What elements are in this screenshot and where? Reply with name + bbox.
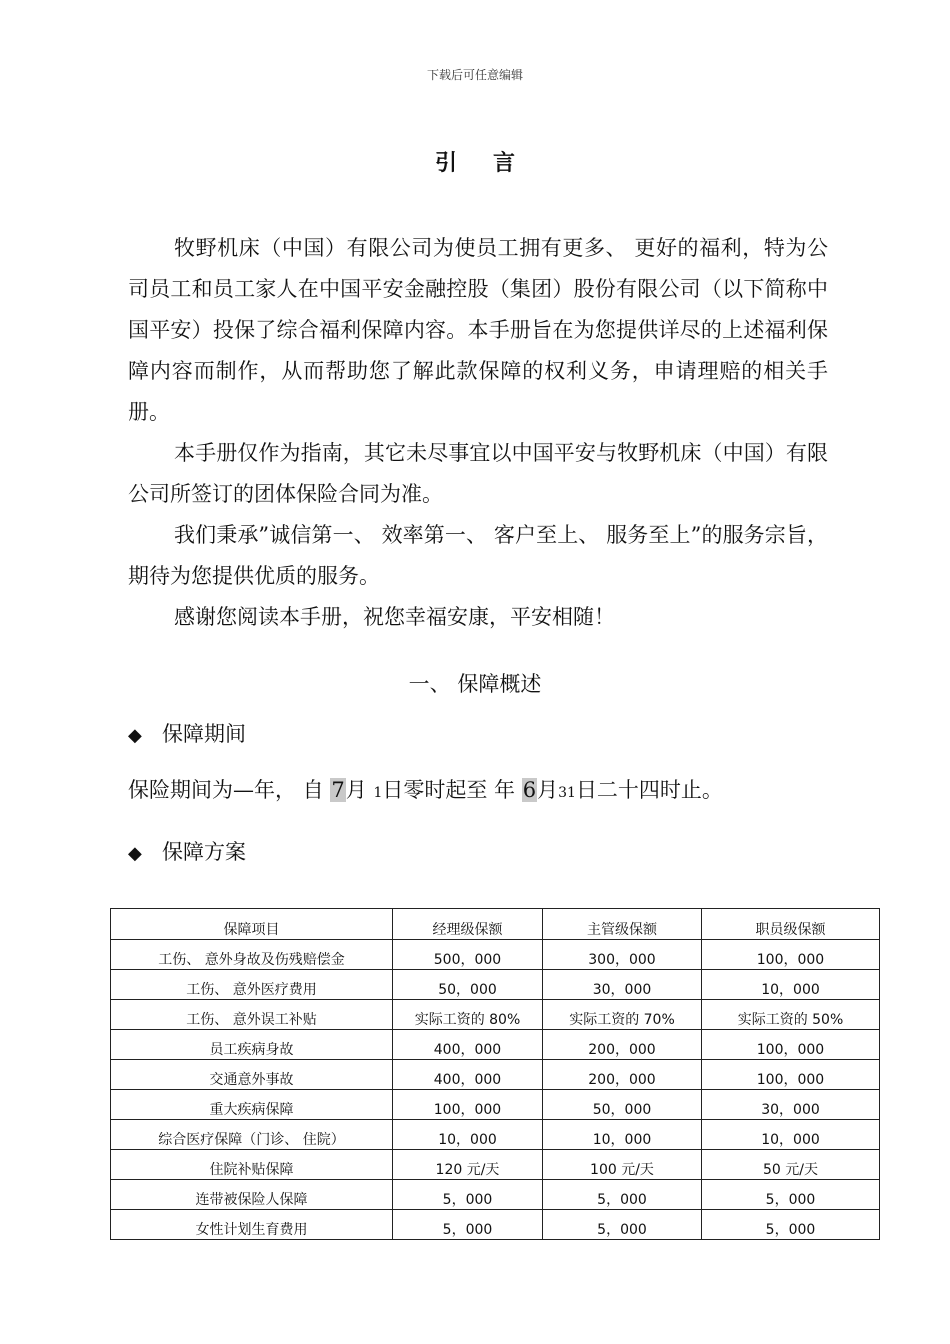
table-cell: 30，000: [702, 1090, 880, 1120]
table-cell: 工伤、 意外医疗费用: [111, 970, 393, 1000]
table-cell: 400，000: [393, 1030, 543, 1060]
section-title-overview: 一、 保障概述: [408, 672, 542, 696]
table-row: [111, 1210, 880, 1240]
table-cell: 120 元/天: [393, 1150, 543, 1180]
table-cell: 200，000: [543, 1060, 702, 1090]
table-cell: 重大疾病保障: [111, 1090, 393, 1120]
table-cell: 100，000: [702, 1060, 880, 1090]
table-cell: 50 元/天: [702, 1150, 880, 1180]
table-row: [111, 1030, 880, 1060]
table-cell: 连带被保险人保障: [111, 1180, 393, 1210]
table-cell: 400，000: [393, 1060, 543, 1090]
table-row: [111, 970, 880, 1000]
table-row: [111, 940, 880, 970]
intro-paragraph-3: 我们秉承”诚信第一、 效率第一、 客户至上、 服务至上”的服务宗旨，期待为您提供优质的服务。: [128, 523, 828, 588]
page-header-note: 下载后可任意编辑: [426, 68, 523, 82]
table-cell: 5，000: [543, 1210, 702, 1240]
period-prefix: 保险期间为—年， 自: [128, 778, 324, 802]
table-row: [111, 1000, 880, 1030]
period-mid1: 月: [345, 778, 367, 802]
table-cell: 100 元/天: [543, 1150, 702, 1180]
diamond-bullet-icon: ◆: [128, 843, 142, 864]
diamond-bullet-icon: ◆: [128, 725, 142, 746]
subheading-plan: [128, 836, 246, 866]
table-cell: 女性计划生育费用: [111, 1210, 393, 1240]
column-header: 经理级保额: [393, 909, 543, 940]
coverage-table: [110, 908, 880, 1240]
table-cell: 5，000: [393, 1180, 543, 1210]
table-cell: 实际工资的 50%: [702, 1000, 880, 1030]
column-header: 保障项目: [111, 909, 393, 940]
table-cell: 30，000: [543, 970, 702, 1000]
period-start-month: 7: [331, 778, 345, 802]
table-cell: 10，000: [702, 970, 880, 1000]
period-end-month: 6: [522, 778, 537, 802]
table-cell: 5，000: [702, 1210, 880, 1240]
page-title: 引言: [434, 150, 551, 176]
table-cell: 工伤、 意外身故及伤残赔偿金: [111, 940, 393, 970]
table-cell: 200，000: [543, 1030, 702, 1060]
table-cell: 实际工资的 70%: [543, 1000, 702, 1030]
table-cell: 100，000: [702, 940, 880, 970]
table-cell: 100，000: [393, 1090, 543, 1120]
plan-heading: 保障方案: [162, 840, 246, 864]
table-cell: 10，000: [393, 1120, 543, 1150]
period-statement: [128, 774, 723, 804]
table-cell: 5，000: [702, 1180, 880, 1210]
intro-paragraph-1: 牧野机床（中国）有限公司为使员工拥有更多、 更好的福利，特为公司员工和员工家人在中国平安金融控股（集团）股份有限公司（以下简称中国平安）投保了综合福利保障内容。本手册旨在为您提供详尽的上述福利保障内容而制作，从而帮助您了解此款保障的权利义务，申请理赔的相关手册。: [128, 236, 828, 424]
intro-text: [128, 228, 828, 638]
table-cell: 5，000: [543, 1180, 702, 1210]
column-header: 主管级保额: [543, 909, 702, 940]
column-header: 职员级保额: [702, 909, 880, 940]
table-cell: 交通意外事故: [111, 1060, 393, 1090]
table-cell: 综合医疗保障（门诊、 住院）: [111, 1120, 393, 1150]
table-row: [111, 1150, 880, 1180]
table-cell: 50，000: [393, 970, 543, 1000]
table-row: [111, 1120, 880, 1150]
intro-paragraph-2: 本手册仅作为指南，其它未尽事宜以中国平安与牧野机床（中国）有限公司所签订的团体保险合同为准。: [128, 441, 828, 506]
table-cell: 500，000: [393, 940, 543, 970]
subheading-period: [128, 718, 246, 748]
table-cell: 10，000: [702, 1120, 880, 1150]
table-row: [111, 1180, 880, 1210]
period-mid2: 日零时起至 年: [382, 778, 516, 802]
table-row: [111, 1060, 880, 1090]
period-mid3: 月: [537, 778, 559, 802]
table-cell: 员工疾病身故: [111, 1030, 393, 1060]
table-cell: 住院补贴保障: [111, 1150, 393, 1180]
period-end-day: 31: [558, 785, 576, 801]
table-cell: 5，000: [393, 1210, 543, 1240]
table-cell: 100，000: [702, 1030, 880, 1060]
table-cell: 300，000: [543, 940, 702, 970]
table-header-row: [111, 909, 880, 940]
table-cell: 10，000: [543, 1120, 702, 1150]
table-cell: 工伤、 意外误工补贴: [111, 1000, 393, 1030]
table-row: [111, 1090, 880, 1120]
period-heading: 保障期间: [162, 722, 246, 746]
period-start-day: 1: [373, 785, 383, 801]
table-cell: 50，000: [543, 1090, 702, 1120]
table-cell: 实际工资的 80%: [393, 1000, 543, 1030]
intro-paragraph-4: 感谢您阅读本手册，祝您幸福安康，平安相随！: [174, 605, 615, 629]
period-suffix: 日二十四时止。: [575, 778, 723, 802]
